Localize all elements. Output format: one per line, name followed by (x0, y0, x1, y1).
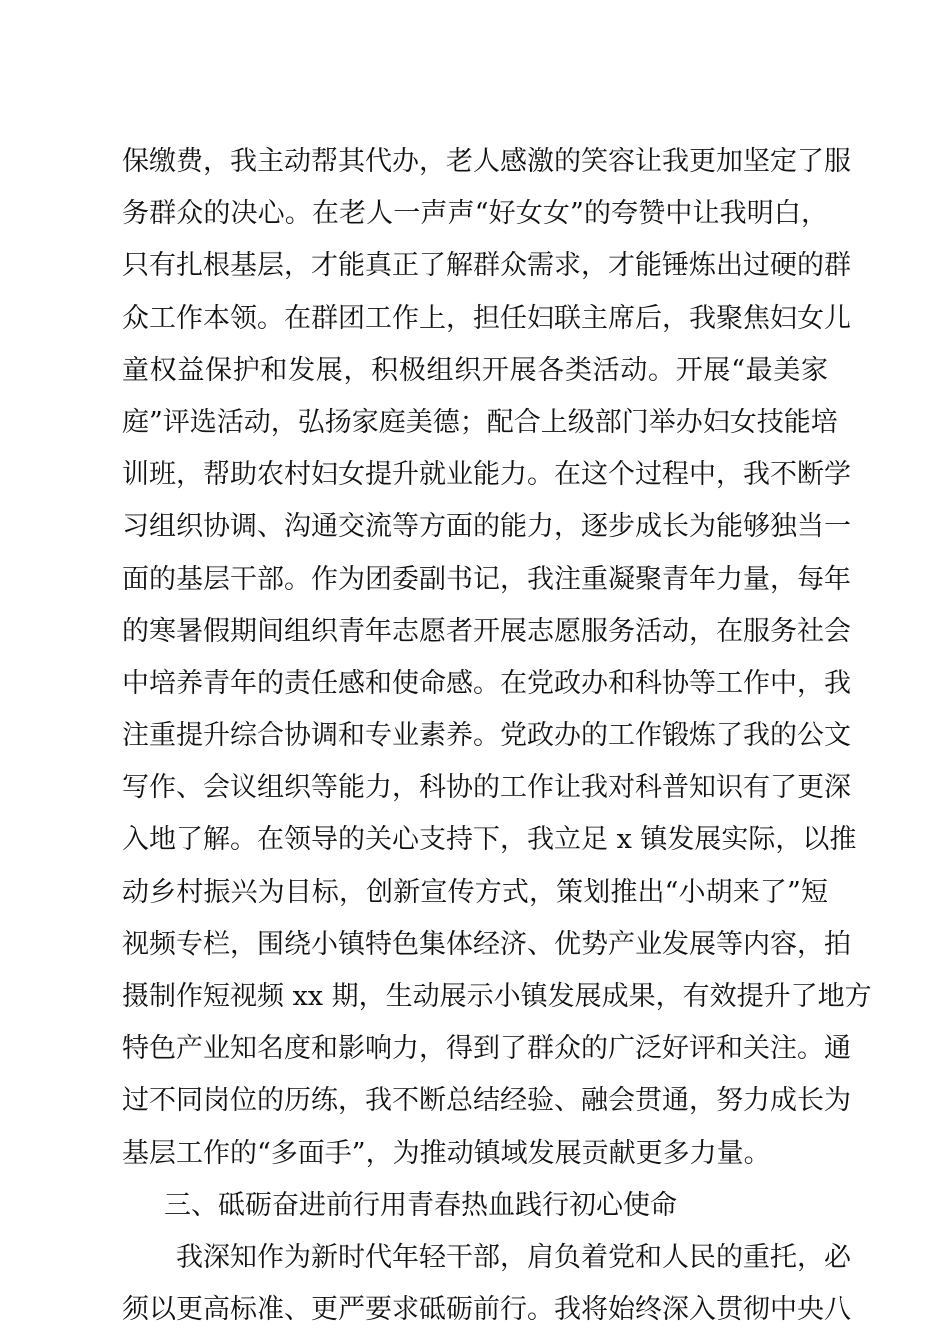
text-line: 习组织协调、沟通交流等方面的能力，逐步成长为能够独当一 (122, 511, 851, 543)
text-line: 摄制作短视频 xx 期，生动展示小镇发展成果，有效提升了地方 (122, 981, 872, 1012)
text-line: 的寒暑假期间组织青年志愿者开展志愿服务活动，在服务社会 (122, 615, 851, 647)
text-line: 须以更高标准、更严要求砥砺前行。我将始终深入贯彻中央八 (122, 1294, 851, 1326)
text-line: 我深知作为新时代年轻干部，肩负着党和人民的重托，必 (176, 1241, 851, 1273)
paragraph-continued (122, 136, 872, 1180)
text-line: 训班，帮助农村妇女提升就业能力。在这个过程中，我不断学 (122, 459, 851, 491)
text-line: 童权益保护和发展，积极组织开展各类活动。开展“最美家 (122, 354, 828, 386)
text-line: 中培养青年的责任感和使命感。在党政办和科协等工作中，我 (122, 667, 851, 699)
paragraph-section-3 (122, 1232, 851, 1336)
text-line: 庭”评选活动，弘扬家庭美德；配合上级部门举办妇女技能培 (122, 406, 838, 438)
text-line: 只有扎根基层，才能真正了解群众需求，才能锤炼出过硬的群 (122, 250, 851, 282)
text-line: 注重提升综合协调和专业素养。党政办的工作锻炼了我的公文 (122, 720, 851, 752)
text-line: 面的基层干部。作为团委副书记，我注重凝聚青年力量，每年 (122, 563, 851, 595)
text-line: 务群众的决心。在老人一声声“好女女”的夸赞中让我明白， (122, 198, 828, 230)
section-heading: 三、砥砺奋进前行用青春热血践行初心使命 (164, 1189, 677, 1221)
text-line: 动乡村振兴为目标，创新宣传方式，策划推出“小胡来了”短 (122, 876, 828, 908)
text-line: 入地了解。在领导的关心支持下，我立足 x 镇发展实际，以推 (122, 824, 857, 856)
text-line: 视频专栏，围绕小镇特色集体经济、优势产业发展等内容，拍 (122, 928, 851, 960)
text-line: 写作、会议组织等能力，科协的工作让我对科普知识有了更深 (122, 772, 851, 804)
body-text (122, 136, 872, 1336)
text-line: 保缴费，我主动帮其代办，老人感激的笑容让我更加坚定了服 (122, 146, 851, 177)
text-line: 过不同岗位的历练，我不断总结经验、融会贯通，努力成长为 (122, 1085, 851, 1117)
text-line: 特色产业知名度和影响力，得到了群众的广泛好评和关注。通 (122, 1033, 851, 1065)
text-line: 众工作本领。在群团工作上，担任妇联主席后，我聚焦妇女儿 (122, 302, 851, 334)
text-line: 基层工作的“多面手”，为推动镇域发展贡献更多力量。 (122, 1137, 771, 1169)
